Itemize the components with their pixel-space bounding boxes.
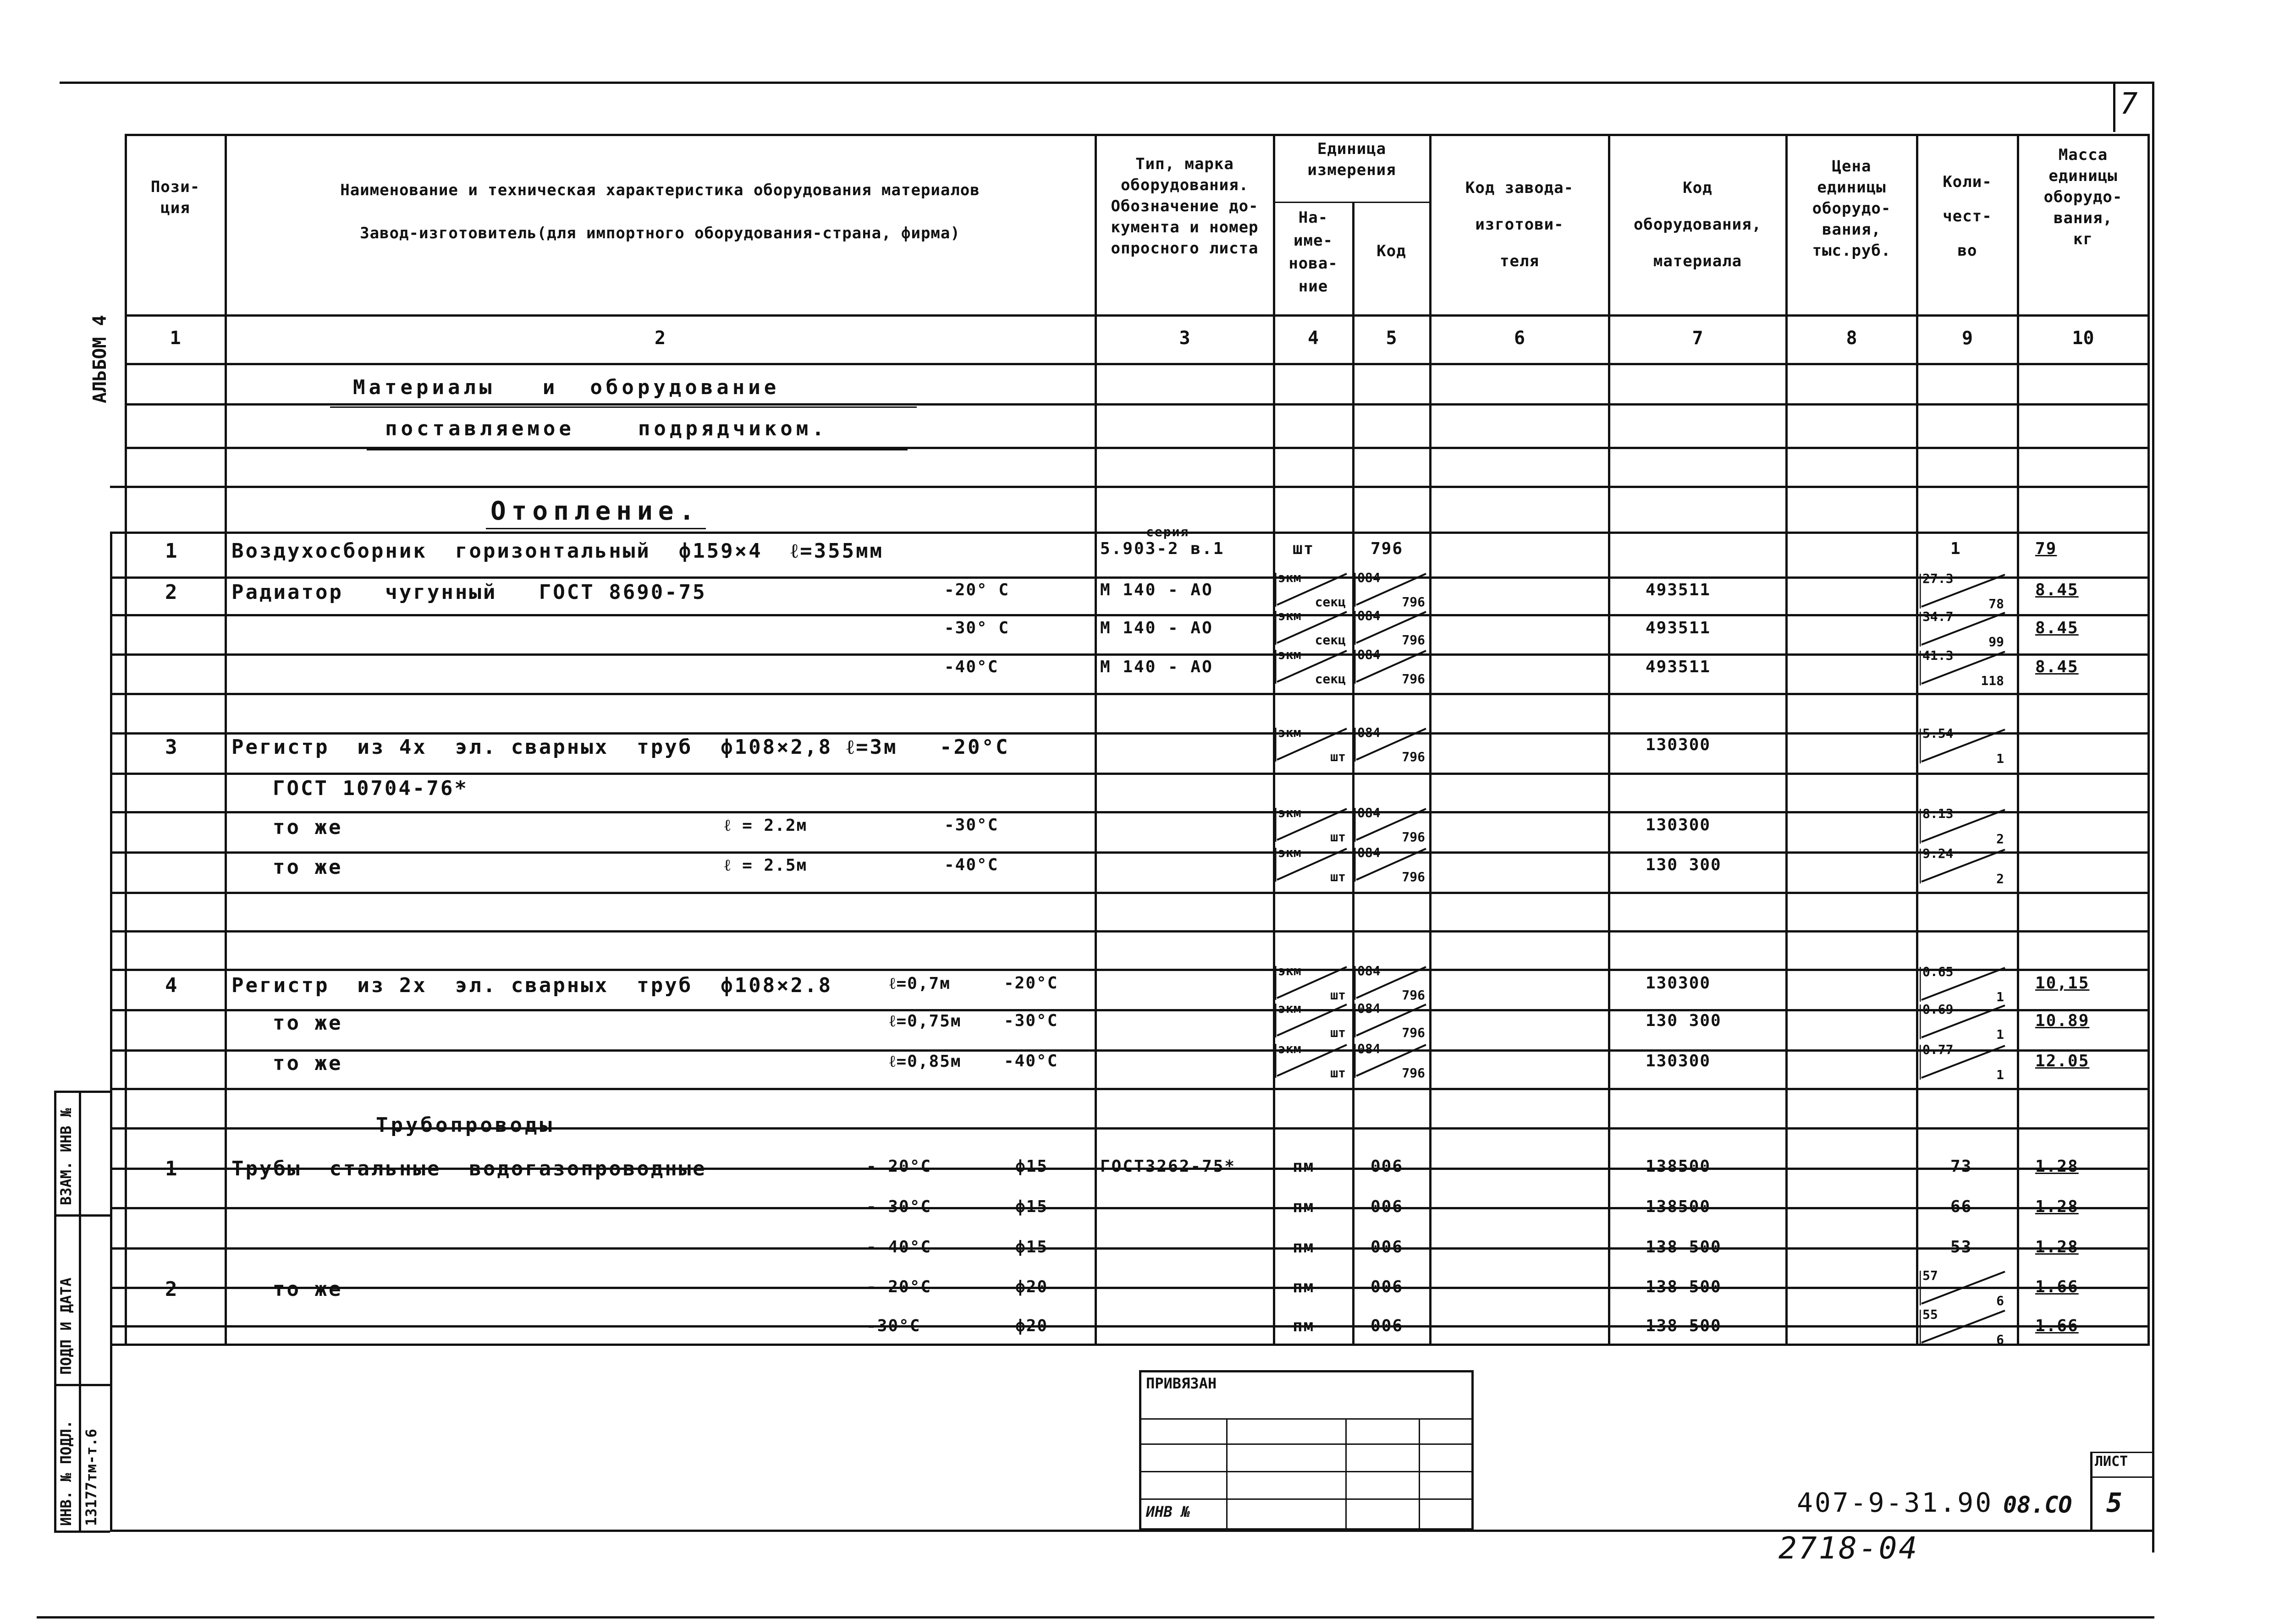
row-temperature: -20° С [944,581,1010,599]
side-stamp-right [110,1091,112,1531]
fraction-bottom: секц [1315,594,1346,609]
fraction-top: 55 [1922,1307,1938,1322]
section-pipes-title: Трубопроводы [376,1114,555,1137]
fraction-top: экм [1278,725,1301,740]
fraction-top: 084 [1357,1001,1381,1016]
row-length: ℓ = 2.5м [724,856,808,875]
fraction-bottom: 118 [1981,673,2004,688]
fraction-top: экм [1278,845,1301,860]
fraction-top: экм [1278,647,1301,662]
row-temperature: -40°С [944,658,999,676]
row-line [110,851,2150,854]
row-code-fraction [1354,649,1428,684]
row-line [110,1009,2150,1011]
row-material-code: 138 500 [1646,1317,1722,1335]
section-contractor-title: поставляемое подрядчиком. [385,417,828,440]
colnum-4: 4 [1307,328,1319,349]
right-border [2152,82,2154,1553]
fraction-top: 0.77 [1922,1042,1954,1057]
row-code-fraction [1354,572,1428,607]
row-line [125,363,2150,365]
row-line [110,486,2150,488]
row-material-code: 130300 [1646,735,1711,754]
row-quantity-fraction [1920,573,2007,609]
row-position: 2 [165,1278,179,1301]
row-type: ГОСТ3262-75* [1100,1157,1236,1176]
bottom-border [37,1616,2154,1619]
header-top [125,134,2150,136]
row-line [110,653,2150,656]
fraction-bottom: 78 [1988,596,2004,611]
row-material-code: 130300 [1646,974,1711,993]
sheet-number: 5 [2106,1487,2122,1518]
fraction-bottom: шт [1330,829,1346,845]
row-line [110,1088,2150,1090]
archive-number: 2718-04 [1778,1531,1919,1566]
fraction-bottom: 796 [1402,829,1425,845]
row-name: ГОСТ 10704-76* [273,777,468,800]
colnum-9: 9 [1961,328,1973,349]
row-unit: шт [1293,539,1315,558]
row-name: Трубы стальные водогазопроводные [231,1157,707,1180]
fraction-bottom: 796 [1402,671,1425,686]
sheet-label: ЛИСТ [2095,1454,2128,1470]
row-unit-code: 006 [1371,1278,1404,1296]
row-code-fraction [1354,963,1428,1003]
row-line [110,930,2150,933]
row-mass: 1.28 [2035,1157,2079,1176]
row-mass: 1.66 [2035,1278,2079,1296]
row-unit: пм [1293,1157,1315,1176]
binding-stamp-inv: ИНВ № [1146,1503,1190,1520]
fraction-bottom: 796 [1402,869,1425,884]
page-mark: 7 [2120,87,2138,121]
colnum-7: 7 [1692,328,1703,349]
fraction-top: 084 [1357,1041,1381,1056]
row-material-code: 130 300 [1646,1011,1722,1030]
row-unit-code: 006 [1371,1157,1404,1176]
fraction-top: 27.3 [1922,571,1954,586]
doc-suffix: 08.CO [2003,1492,2072,1518]
row-name: то же [273,1278,343,1301]
fraction-top: экм [1278,570,1301,585]
row-diameter: ф15 [1015,1238,1048,1256]
row-line [110,892,2150,894]
side-stamp-top [54,1091,110,1093]
row-mass: 79 [2035,539,2057,558]
header-unit: Единица измерения [1307,140,1396,179]
row-code-fraction [1354,727,1428,762]
row-mass: 10.89 [2035,1011,2090,1030]
fraction-top: 5.54 [1922,726,1954,741]
row-position: 4 [165,974,179,997]
side-stamp-inner [79,1091,81,1531]
fraction-top: 34.7 [1922,609,1954,624]
fraction-bottom: 796 [1402,1025,1425,1040]
row-line [110,1049,2150,1052]
row-unit-code: 796 [1371,539,1404,558]
row-material-code: 138500 [1646,1157,1711,1176]
row-unit-fraction [1275,572,1349,607]
fraction-bottom: 796 [1402,632,1425,647]
row-line [110,614,2150,616]
fraction-bottom: 796 [1402,749,1425,764]
fraction-bottom: 2 [1996,871,2004,886]
fraction-bottom: 796 [1402,988,1425,1003]
header-material-code: Код оборудования, материала [1633,179,1762,270]
fraction-bottom: 1 [1996,1067,2004,1082]
fraction-bottom: секц [1315,671,1346,686]
binding-stamp-r4 [1139,1498,1471,1500]
row-line [110,693,2150,695]
row-type: М 140 - АО [1100,619,1213,637]
page-mark-divider [2113,82,2115,132]
row-quantity: 66 [1950,1197,1972,1216]
row-unit: пм [1293,1278,1315,1296]
row-name: Регистр из 2х эл. сварных труб ф108×2.8 [231,974,833,997]
row-position: 1 [165,1157,179,1180]
row-material-code: 138 500 [1646,1238,1722,1256]
row-material-code: 493511 [1646,658,1711,676]
row-line [110,969,2150,971]
row-code-fraction [1354,805,1428,845]
fraction-top: экм [1278,805,1301,820]
fraction-top: 57 [1922,1268,1938,1283]
row-position: 3 [165,735,179,759]
row-unit-code: 006 [1371,1317,1404,1335]
fraction-bottom: 796 [1402,1065,1425,1081]
fraction-top: 9.24 [1922,846,1954,861]
row-length: ℓ = 2.2м [724,816,808,835]
row-unit-fraction [1275,847,1349,882]
row-line [110,732,2150,735]
row-temperature: -40°С [944,856,999,874]
row-unit-fraction [1275,1041,1349,1081]
top-border [60,82,2154,84]
row-unit-code: 006 [1371,1197,1404,1216]
row-mass: 1.28 [2035,1238,2079,1256]
colnum-8: 8 [1846,328,1857,349]
section-materials-underline [330,406,917,408]
row-mass: 12.05 [2035,1052,2090,1070]
row-line [110,773,2150,775]
row-name: то же [273,1011,343,1035]
row-line [110,532,2150,534]
fraction-bottom: шт [1330,988,1346,1003]
binding-stamp-r1 [1139,1418,1471,1420]
fraction-bottom: секц [1315,632,1346,647]
row-type: 5.903-2 в.1 [1100,539,1225,558]
row-diameter: ф15 [1015,1157,1048,1176]
row-unit-fraction [1275,805,1349,845]
binding-stamp-c1 [1226,1418,1228,1528]
row-length: ℓ=0,85м [889,1052,962,1071]
sign-date-label: ПОДП И ДАТА [57,1278,75,1375]
row-unit-code: 006 [1371,1238,1404,1256]
replace-inv-label: ВЗАМ. ИНВ № [57,1108,75,1205]
row-temperature: -40°С [1004,1052,1058,1070]
row-temperature: - 30°С [866,1197,932,1216]
row-material-code: 493511 [1646,619,1711,637]
row-temperature: -30° С [944,619,1010,637]
header-position: Пози- ция [150,178,200,217]
unit-split [1273,202,1429,203]
fraction-bottom: 6 [1996,1332,2004,1347]
binding-stamp-c2 [1345,1418,1347,1528]
row-mass: 8.45 [2035,619,2079,637]
row-temperature: -30°С [1004,1011,1058,1030]
header-bottom [125,314,2150,317]
row-length: ℓ=0,7м [889,974,951,993]
row-diameter: ф15 [1015,1197,1048,1216]
album-label: АЛЬБОМ 4 [89,315,110,403]
inv-orig-label: ИНВ. № ПОДЛ. [57,1420,75,1526]
fraction-top: 084 [1357,725,1381,740]
row-material-code: 138 500 [1646,1278,1722,1296]
row-unit: пм [1293,1317,1315,1335]
fraction-top: 084 [1357,608,1381,623]
fraction-bottom: 1 [1996,1027,2004,1042]
doc-code: 407-9-31.90 [1797,1487,1993,1518]
row-unit-fraction [1275,727,1349,762]
row-unit: пм [1293,1238,1315,1256]
binding-stamp-title: ПРИВЯЗАН [1146,1375,1217,1392]
header-mass: Масса единицы оборудо- вания, кг [2043,146,2123,248]
row-line [110,1287,2150,1289]
fraction-top: 41.3 [1922,648,1954,663]
row-line [110,811,2150,813]
row-diameter: ф20 [1015,1317,1048,1335]
fraction-top: 084 [1357,963,1381,978]
row-position: 1 [165,539,179,563]
row-quantity-fraction [1920,808,2007,844]
fraction-bottom: шт [1330,749,1346,764]
binding-stamp-r3 [1139,1471,1471,1472]
row-diameter: ф20 [1015,1278,1048,1296]
row-temperature: -30°С [866,1317,921,1335]
header-unit-code: Код [1377,242,1406,260]
row-code-fraction [1354,1041,1428,1081]
title-block-top [2090,1452,2152,1453]
row-quantity-fraction [1920,1044,2007,1080]
row-line [125,403,2150,406]
row-temperature: - 20°С [866,1278,932,1296]
row-material-code: 130300 [1646,816,1711,834]
fraction-top: 084 [1357,647,1381,662]
row-mass: 1.66 [2035,1317,2079,1335]
title-block-mid [2090,1476,2152,1478]
row-type-series: серия [1146,524,1189,539]
section-heating-underline [486,528,706,529]
colnum-5: 5 [1386,328,1397,349]
side-stamp-sep2 [54,1384,110,1386]
fraction-top: 0.69 [1922,1002,1954,1017]
colnum-2: 2 [654,328,666,349]
row-line [110,1325,2150,1328]
row-type: М 140 - АО [1100,581,1213,599]
side-stamp-bottom [54,1531,110,1533]
fraction-top: экм [1278,1001,1301,1016]
colnum-10: 10 [2072,328,2094,349]
row-material-code: 493511 [1646,581,1711,599]
row-code-fraction [1354,610,1428,645]
row-name: то же [273,856,343,879]
row-name: то же [273,1052,343,1075]
inv-orig-value: 13177тм-т.6 [83,1429,100,1526]
fraction-bottom: 99 [1988,634,2004,649]
section-materials-title: Материалы и оборудование [353,376,780,399]
fraction-bottom: шт [1330,1025,1346,1040]
row-line [110,1207,2150,1209]
section-contractor-underline [367,449,908,450]
colnum-6: 6 [1514,328,1525,349]
row-temperature: - 20°С [866,1157,932,1176]
fraction-top: 084 [1357,845,1381,860]
row-mass: 8.45 [2035,581,2079,599]
header-price: Цена единицы оборудо- вания, тыс.руб. [1812,157,1891,260]
row-code-fraction [1354,847,1428,882]
fraction-top: 8.13 [1922,806,1954,821]
fraction-top: 084 [1357,805,1381,820]
row-name: Регистр из 4х эл. сварных труб ф108×2,8 ℓ=3м -20°С [231,735,1010,759]
row-quantity-fraction [1920,846,2007,886]
row-temperature: -20°С [1004,974,1058,993]
fraction-bottom: 1 [1996,989,2004,1004]
row-mass: 1.28 [2035,1197,2079,1216]
header-quantity: Коли- чест- во [1943,173,1992,260]
row-line [110,1247,2150,1250]
row-quantity: 1 [1950,539,1961,558]
row-name: то же [273,816,343,839]
row-quantity-fraction [1920,726,2007,766]
row-quantity-fraction [1920,1002,2007,1042]
header-unit-name: На- име- нова- ние [1288,208,1338,296]
fraction-bottom: шт [1330,869,1346,884]
fraction-top: экм [1278,1041,1301,1056]
row-line [110,576,2150,579]
row-material-code: 130 300 [1646,856,1722,874]
row-length: ℓ=0,75м [889,1012,962,1031]
row-unit: пм [1293,1197,1315,1216]
section-heating-title: Отопление. [490,496,700,526]
side-stamp-outer [54,1091,56,1531]
fraction-bottom: 6 [1996,1293,2004,1308]
table-bottom [110,1344,2150,1346]
header-plant-code: Код завода- изготови- теля [1465,179,1574,270]
row-mass: 8.45 [2035,658,2079,676]
fraction-top: экм [1278,963,1301,978]
header-name-line2: Завод-изготовитель(для импортного оборудования-страна, фирма) [360,224,960,242]
row-material-code: 130300 [1646,1052,1711,1070]
title-block-divider [2090,1452,2092,1530]
fraction-top: 084 [1357,570,1381,585]
row-temperature: -30°С [944,816,999,834]
header-type: Тип, марка оборудования. Обозначение до- кумента и номер опросного листа [1111,155,1259,258]
colnum-3: 3 [1179,328,1190,349]
row-unit-fraction [1275,610,1349,645]
fraction-bottom: шт [1330,1065,1346,1081]
row-type: М 140 - АО [1100,658,1213,676]
fraction-bottom: 796 [1402,594,1425,609]
side-stamp-sep1 [54,1214,110,1217]
row-unit-fraction [1275,1001,1349,1040]
row-material-code: 138500 [1646,1197,1711,1216]
row-name: Радиатор чугунный ГОСТ 8690-75 [231,581,707,604]
row-quantity-fraction [1920,966,2007,1002]
row-temperature: - 40°С [866,1238,932,1256]
row-unit-fraction [1275,649,1349,684]
binding-stamp-c3 [1419,1418,1420,1528]
colnum-1: 1 [170,328,181,349]
fraction-bottom: 1 [1996,751,2004,766]
row-quantity: 73 [1950,1157,1972,1176]
row-quantity-fraction [1920,1270,2007,1306]
row-quantity-fraction [1920,611,2007,647]
binding-stamp-r2 [1139,1443,1471,1445]
row-quantity-fraction [1920,650,2007,686]
fraction-bottom: 2 [1996,831,2004,846]
row-quantity-fraction [1920,1307,2007,1347]
row-code-fraction [1354,1001,1428,1040]
row-position: 2 [165,581,179,604]
fraction-top: экм [1278,608,1301,623]
row-quantity: 53 [1950,1238,1972,1256]
row-unit-fraction [1275,963,1349,1003]
row-name: Воздухосборник горизонтальный ф159×4 ℓ=355мм [231,539,884,563]
fraction-top: 0.65 [1922,964,1954,979]
header-name-line1: Наименование и техническая характеристика оборудования материалов [340,181,980,199]
row-mass: 10,15 [2035,974,2090,993]
